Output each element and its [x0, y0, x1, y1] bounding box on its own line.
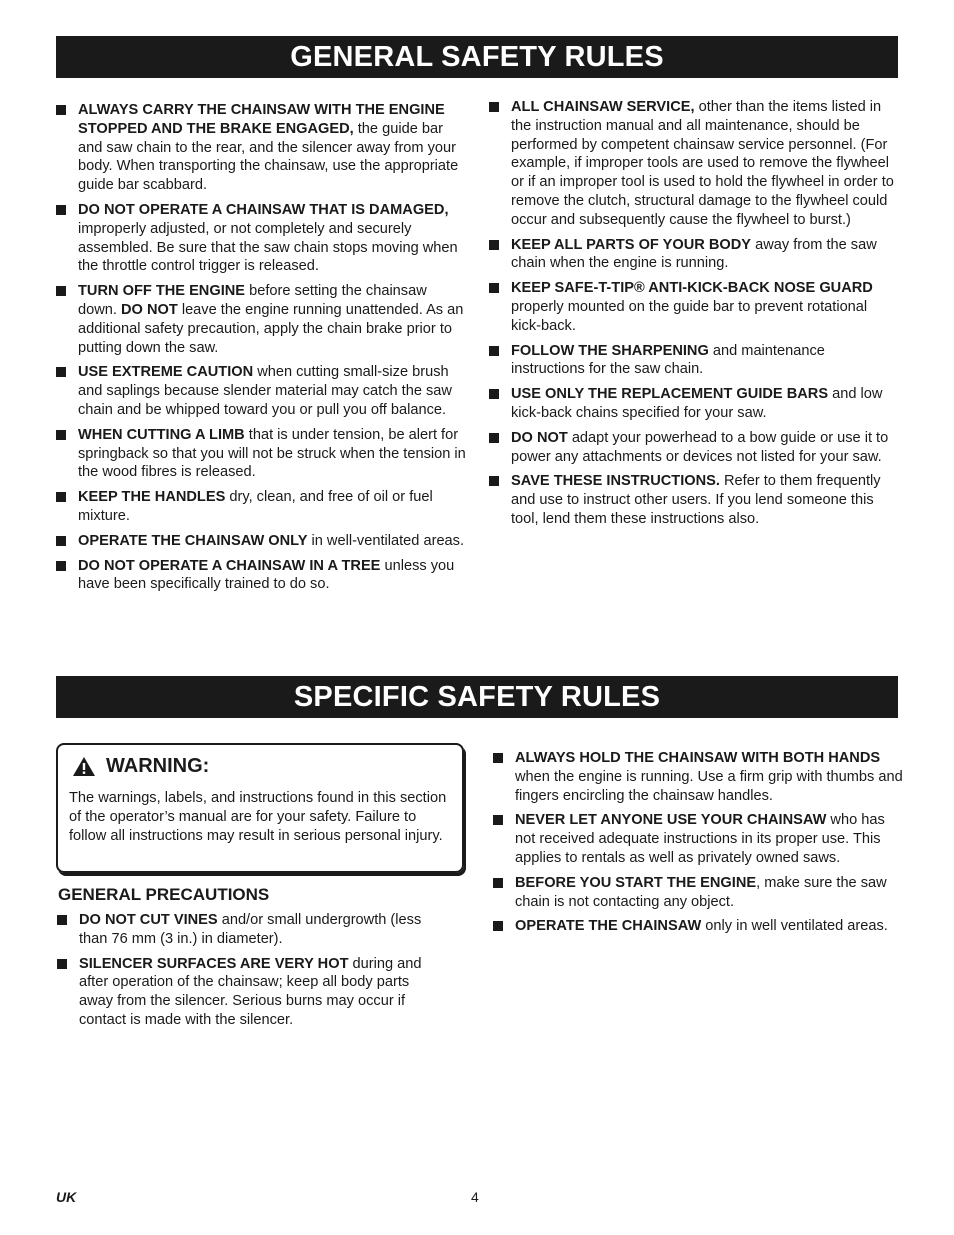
bullet-square-icon — [56, 286, 66, 296]
list-item: KEEP SAFE-T-TIP® ANTI-KICK-BACK NOSE GUARD properly mounted on the guide bar to prevent rotational kick-back. — [489, 279, 899, 335]
warning-text: The warnings, labels, and instructions found in this section of the operator’s manual are for your safety. Failure to follow all instructions may result in serious personal injury. — [69, 790, 447, 844]
list-item: TURN OFF THE ENGINE before setting the chainsaw down. DO NOT leave the engine running unattended. As an additional safety precaution, apply the chain brake prior to putting down the saw. — [56, 282, 466, 357]
list-item: OPERATE THE CHAINSAW ONLY in well-ventilated areas. — [56, 532, 466, 551]
list-item: BEFORE YOU START THE ENGINE, make sure the saw chain is not contacting any object. — [493, 874, 903, 912]
list-item: DO NOT OPERATE A CHAINSAW IN A TREE unless you have been specifically trained to do so. — [56, 557, 466, 595]
bullet-square-icon — [56, 536, 66, 546]
bullet-square-icon — [57, 915, 67, 925]
bullet-square-icon — [56, 561, 66, 571]
list-item: FOLLOW THE SHARPENING and maintenance instructions for the saw chain. — [489, 342, 899, 380]
general-precautions-heading: GENERAL PRECAUTIONS — [58, 885, 270, 904]
specific-safety-rules-heading: SPECIFIC SAFETY RULES — [56, 676, 898, 718]
list-item: DO NOT CUT VINES and/or small undergrowth (less than 76 mm (3 in.) in diameter). — [57, 911, 447, 949]
bullet-square-icon — [493, 815, 503, 825]
general-safety-rules-heading: GENERAL SAFETY RULES — [56, 36, 898, 78]
list-item: ALWAYS HOLD THE CHAINSAW WITH BOTH HANDS when the engine is running. Use a firm grip with thumbs and fingers encircling the chainsaw handles. — [493, 749, 903, 805]
list-item: USE ONLY THE REPLACEMENT GUIDE BARS and low kick-back chains specified for your saw. — [489, 385, 899, 423]
bullet-square-icon — [489, 433, 499, 443]
bullet-square-icon — [57, 959, 67, 969]
warning-header — [72, 755, 209, 778]
bullet-square-icon — [493, 878, 503, 888]
bullet-square-icon — [56, 105, 66, 115]
list-item: OPERATE THE CHAINSAW only in well ventilated areas. — [493, 917, 903, 936]
page-number: 4 — [471, 1189, 479, 1205]
bullet-square-icon — [56, 367, 66, 377]
list-item: KEEP THE HANDLES dry, clean, and free of oil or fuel mixture. — [56, 488, 466, 526]
bullet-square-icon — [489, 283, 499, 293]
list-item: DO NOT OPERATE A CHAINSAW THAT IS DAMAGED, improperly adjusted, or not completely and securely assembled. Be sure that the saw chain stops moving when the throttle control trigger is released. — [56, 201, 466, 276]
bullet-square-icon — [489, 240, 499, 250]
list-item: SILENCER SURFACES ARE VERY HOT during and after operation of the chainsaw; keep all body parts away from the silencer. Serious burns may occur if contact is made with the silencer. — [57, 955, 447, 1030]
list-item: NEVER LET ANYONE USE YOUR CHAINSAW who has not received adequate instructions in its proper use. This applies to rentals as well as privately owned saws. — [493, 811, 903, 867]
specific-rules-right-column — [493, 749, 903, 942]
warning-triangle-icon — [72, 756, 96, 777]
list-item: ALL CHAINSAW SERVICE, other than the items listed in the instruction manual and all maintenance, should be performed by competent chainsaw service personnel. (For example, if improper tools are used to remove the flywheel or if an improper tool is used to hold the flywheel in order to remove the clutch, structural damage to the flywheel could occur and subsequently cause the flywheel to burst.) — [489, 98, 899, 230]
footer-region-label: UK — [56, 1189, 77, 1205]
list-item: ALWAYS CARRY THE CHAINSAW WITH THE ENGINE STOPPED AND THE BRAKE ENGAGED, the guide bar and saw chain to the rear, and the silencer away from your body. When transporting the chainsaw, use the appropriate guide bar scabbard. — [56, 101, 466, 195]
list-item: SAVE THESE INSTRUCTIONS. Refer to them frequently and use to instruct other users. If you lend someone this tool, lend them these instructions also. — [489, 472, 899, 528]
bullet-square-icon — [56, 492, 66, 502]
specific-rules-left-column — [57, 911, 447, 1036]
list-item: USE EXTREME CAUTION when cutting small-size brush and saplings because slender material may catch the saw chain and be whipped toward you or pull you off balance. — [56, 363, 466, 419]
general-rules-left-column — [56, 101, 466, 600]
bullet-square-icon — [56, 205, 66, 215]
list-item: WHEN CUTTING A LIMB that is under tension, be alert for springback so that you will not be struck when the tension in the wood fibres is released. — [56, 426, 466, 482]
general-rules-right-column — [489, 98, 899, 535]
bullet-square-icon — [56, 430, 66, 440]
warning-label: WARNING: — [106, 755, 210, 777]
bullet-square-icon — [489, 346, 499, 356]
warning-box — [56, 743, 464, 873]
bullet-square-icon — [489, 476, 499, 486]
bullet-square-icon — [493, 921, 503, 931]
bullet-square-icon — [489, 102, 499, 112]
list-item: DO NOT adapt your powerhead to a bow guide or use it to power any attachments or devices not listed for your saw. — [489, 429, 899, 467]
bullet-square-icon — [489, 389, 499, 399]
list-item: KEEP ALL PARTS OF YOUR BODY away from the saw chain when the engine is running. — [489, 236, 899, 274]
bullet-square-icon — [493, 753, 503, 763]
